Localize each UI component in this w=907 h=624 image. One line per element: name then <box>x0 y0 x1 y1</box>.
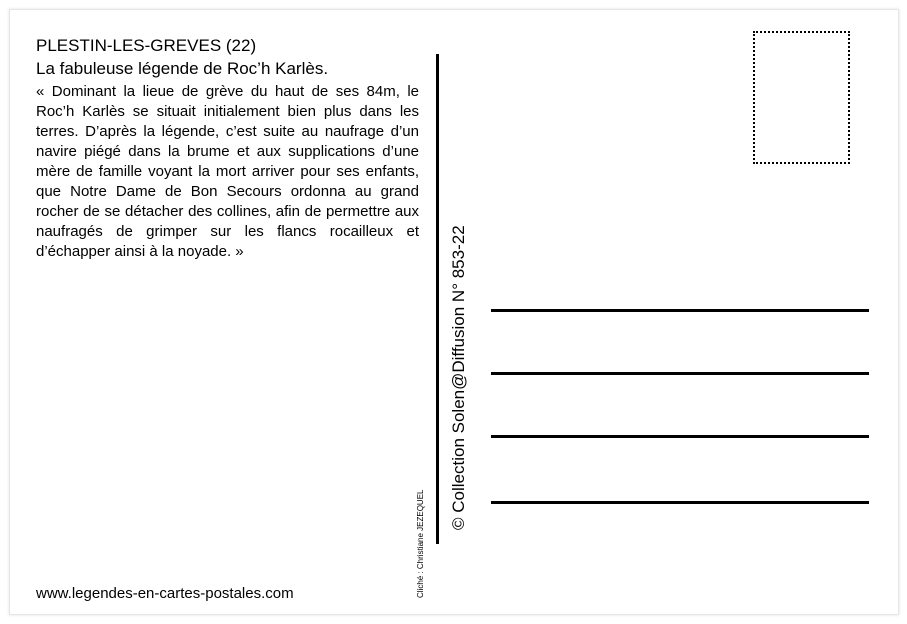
legend-text: « Dominant la lieue de grève du haut de ses 84m, le Roc’h Karlès se situait initialement bien plus dans les terres. D’après la légende, c’est suite au naufrage d’un navire piégé dans la brume et aux supplications d’une mère de famille voyant la mort arriver pour ses enfants, que Notre Dame de Bon Secours ordonna au grand rocher de se détacher des collines, afin de permettre aux naufragés de grimper sur les flancs rocailleux et d’échapper ainsi à la noyade. » <box>36 83 419 260</box>
card-subtitle: La fabuleuse légende de Roc’h Karlès. <box>36 59 329 78</box>
card-title: PLESTIN-LES-GREVES (22) <box>36 36 257 55</box>
photo-credit: Cliché : Christiane JEZEQUEL <box>416 489 425 598</box>
center-divider <box>436 54 439 544</box>
address-line-3 <box>491 435 869 438</box>
address-line-4 <box>491 501 869 504</box>
copyright-notice: © Collection Solen@Diffusion N° 853-22 <box>449 225 468 530</box>
website-url: www.legendes-en-cartes-postales.com <box>36 585 294 602</box>
address-line-2 <box>491 372 869 375</box>
address-line-1 <box>491 309 869 312</box>
stamp-box <box>753 31 850 164</box>
